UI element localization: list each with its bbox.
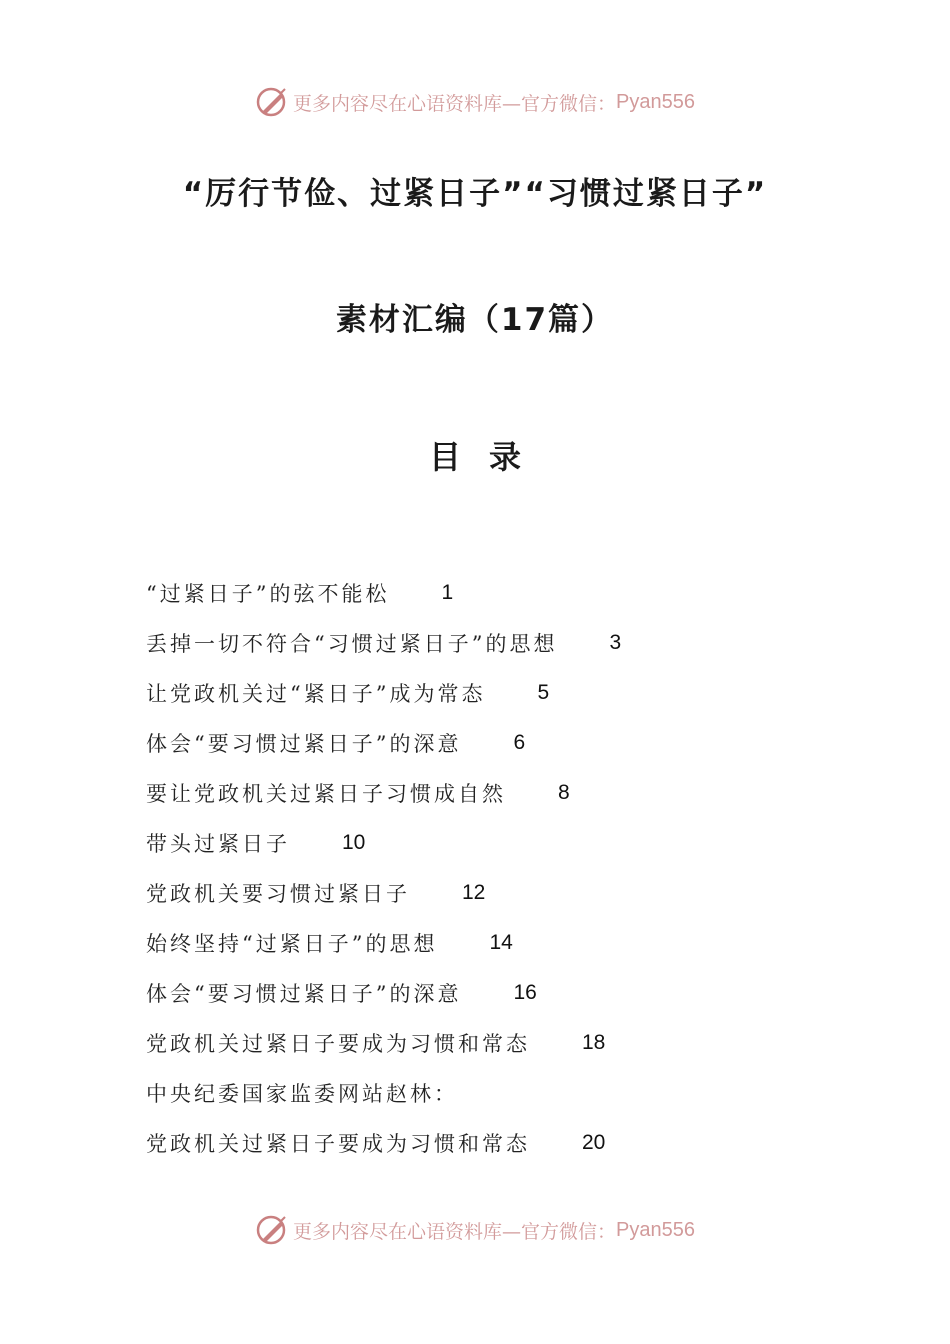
header-watermark (0, 82, 950, 122)
toc-entry[interactable] (146, 568, 846, 618)
toc-entry[interactable] (146, 868, 846, 918)
pen-logo-icon (255, 1213, 289, 1247)
toc-entry-title: 党政机关过紧日子要成为习惯和常态 (146, 1032, 530, 1056)
toc-entry-title: 体会“要习惯过紧日子”的深意 (146, 982, 462, 1006)
toc-entry-page: 6 (513, 731, 526, 754)
toc-entry-title: 始终坚持“过紧日子”的思想 (146, 932, 438, 956)
toc-entry[interactable] (146, 668, 846, 718)
watermark-text: 更多内容尽在心语资料库—官方微信： (293, 1220, 617, 1243)
toc-entry-page: 5 (537, 681, 550, 704)
toc-entry[interactable] (146, 1018, 846, 1068)
pen-logo-icon (255, 85, 289, 119)
toc-entry-title: 党政机关要习惯过紧日子 (146, 882, 410, 906)
watermark-text: 更多内容尽在心语资料库—官方微信： (293, 92, 617, 115)
toc-entry-title: 带头过紧日子 (146, 832, 290, 856)
toc-entry[interactable] (146, 718, 846, 768)
toc-entry-title: “过紧日子”的弦不能松 (146, 582, 390, 606)
toc-entry-page: 18 (582, 1031, 606, 1054)
toc-entry[interactable] (146, 818, 846, 868)
toc-entry-title: 让党政机关过“紧日子”成为常态 (146, 682, 486, 706)
table-of-contents (146, 568, 846, 1168)
toc-entry-page: 3 (609, 631, 622, 654)
toc-entry-page: 12 (462, 881, 486, 904)
document-title-line1: “厉行节俭、过紧日子”“习惯过紧日子” (182, 176, 768, 212)
toc-entry-page: 8 (558, 781, 570, 804)
footer-watermark (0, 1210, 950, 1250)
toc-entry-page: 14 (489, 931, 513, 954)
toc-entry[interactable] (146, 918, 846, 968)
toc-heading: 目录 (428, 438, 549, 476)
watermark-wechat-id: Pyan556 (616, 90, 695, 113)
toc-entry[interactable] (146, 1118, 846, 1168)
toc-entry-title: 丢掉一切不符合“习惯过紧日子”的思想 (146, 632, 558, 656)
watermark-wechat-id: Pyan556 (616, 1218, 695, 1241)
toc-entry-title: 体会“要习惯过紧日子”的深意 (146, 732, 462, 756)
toc-entry[interactable] (146, 1068, 846, 1118)
toc-entry-title: 要让党政机关过紧日子习惯成自然 (146, 782, 506, 806)
toc-entry[interactable] (146, 768, 846, 818)
toc-entry-page: 16 (513, 981, 537, 1004)
toc-entry-title: 党政机关过紧日子要成为习惯和常态 (146, 1132, 530, 1156)
toc-entry-page: 1 (441, 581, 454, 604)
toc-entry[interactable] (146, 618, 846, 668)
toc-entry-title: 中央纪委国家监委网站赵林： (146, 1082, 458, 1106)
toc-entry-page: 10 (342, 831, 366, 854)
toc-entry[interactable] (146, 968, 846, 1018)
document-title-line2: 素材汇编（17篇） (335, 302, 615, 338)
toc-entry-page: 20 (582, 1131, 606, 1154)
